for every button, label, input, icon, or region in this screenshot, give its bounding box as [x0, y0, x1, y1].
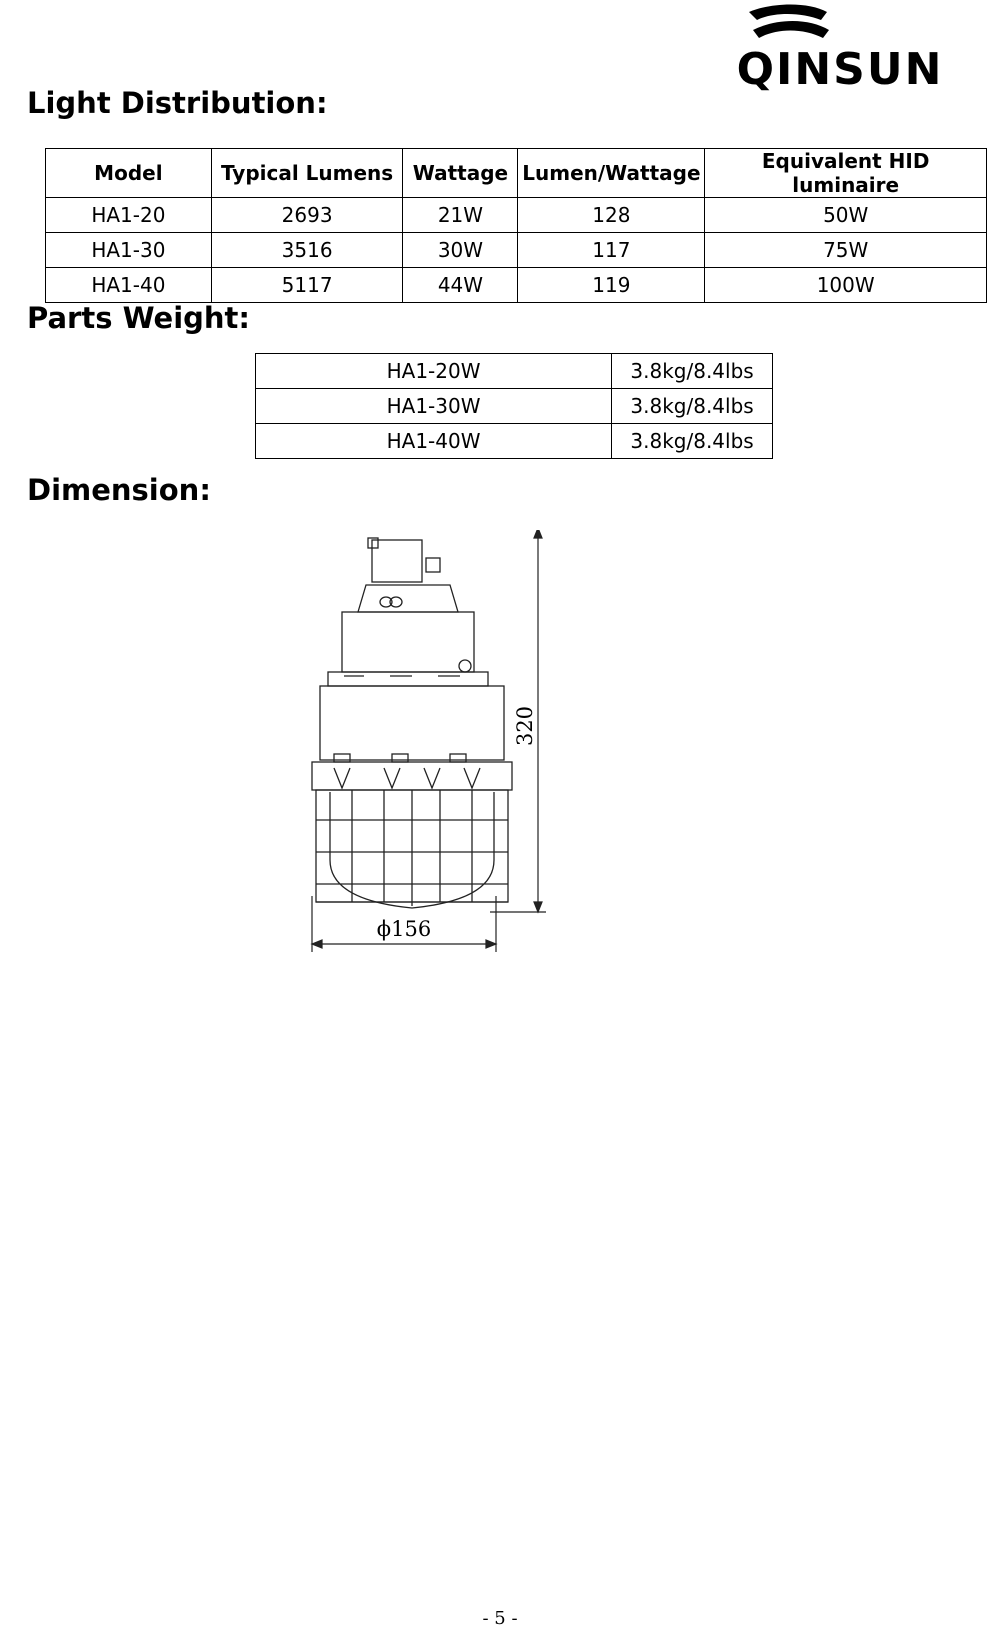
parts-weight-table [255, 353, 773, 459]
cell-model: HA1-40W [256, 424, 612, 459]
cell-wattage: 21W [403, 198, 518, 233]
table-row [256, 424, 773, 459]
table-row [46, 233, 987, 268]
luminaire-dimension-drawing [300, 530, 580, 990]
cell-lumens: 2693 [211, 198, 403, 233]
luminaire-outline [312, 538, 512, 908]
cell-hid: 50W [705, 198, 987, 233]
cell-efficacy: 128 [518, 198, 705, 233]
table-row [256, 389, 773, 424]
cell-hid: 75W [705, 233, 987, 268]
header-equivalent-hid: Equivalent HID luminaire [705, 149, 987, 198]
header-typical-lumens: Typical Lumens [211, 149, 403, 198]
header-lumen-per-wattage: Lumen/Wattage [518, 149, 705, 198]
cell-efficacy: 117 [518, 233, 705, 268]
qinsun-logo [715, 4, 965, 94]
dimension-heading: Dimension: [27, 473, 211, 507]
cell-hid: 100W [705, 268, 987, 303]
cell-weight: 3.8kg/8.4lbs [612, 389, 773, 424]
cell-lumens: 3516 [211, 233, 403, 268]
parts-weight-heading: Parts Weight: [27, 301, 250, 335]
cell-model: HA1-40 [46, 268, 212, 303]
cell-weight: 3.8kg/8.4lbs [612, 424, 773, 459]
header-model: Model [46, 149, 212, 198]
light-distribution-heading: Light Distribution: [27, 86, 328, 120]
cell-weight: 3.8kg/8.4lbs [612, 354, 773, 389]
header-wattage: Wattage [403, 149, 518, 198]
cell-lumens: 5117 [211, 268, 403, 303]
light-distribution-table [45, 148, 987, 303]
cell-model: HA1-20W [256, 354, 612, 389]
cell-model: HA1-30W [256, 389, 612, 424]
cell-efficacy: 119 [518, 268, 705, 303]
page-number: - 5 - [482, 1608, 518, 1629]
table-row [256, 354, 773, 389]
cell-model: HA1-20 [46, 198, 212, 233]
table-header-row [46, 149, 987, 198]
height-dimension-label: 320 [513, 705, 537, 747]
table-row [46, 268, 987, 303]
diameter-dimension-label: ϕ156 [376, 917, 432, 941]
table-row [46, 198, 987, 233]
cell-wattage: 44W [403, 268, 518, 303]
cell-model: HA1-30 [46, 233, 212, 268]
cell-wattage: 30W [403, 233, 518, 268]
logo-wordmark: QINSUN [736, 44, 944, 95]
